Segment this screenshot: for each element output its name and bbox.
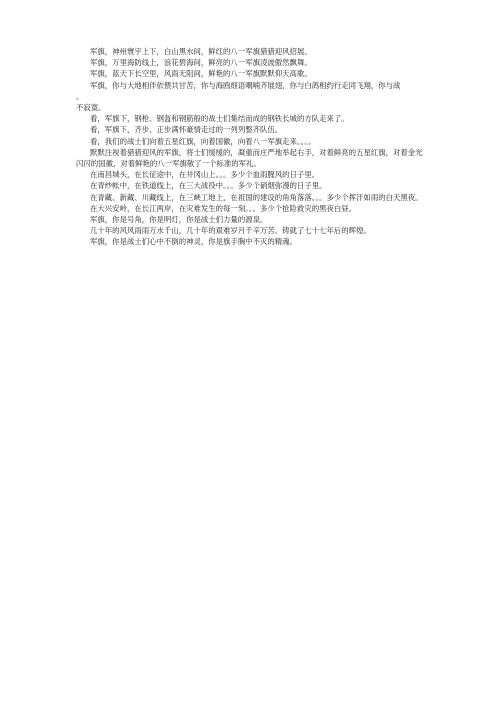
paragraph-5: 。 (76, 91, 84, 101)
paragraph-13: 在青藏、新藏、川藏线上，在三峡工地上，在祖国的建设的角角落落。。。多少个挥汗如雨的白天黑夜。 (90, 192, 423, 202)
paragraph-16: 几十年的风风雨雨万水千山，几十年的艰难岁月千辛万苦。铸就了七十七年后的辉煌。 (90, 226, 371, 236)
paragraph-10: 默默注视着猎猎迎风的军旗，将士们缓缓的，凝重而庄严地举起右手，对着鲜亮的五星红旗，对着金光闪闪的国徽，对着鲜艳的八一军旗敬了一个标准的军礼。 (76, 147, 423, 169)
paragraph-1: 军旗，神州寰宇上下，白山黑水间，鲜红的八一军旗猎猎迎风招展。 (90, 47, 312, 56)
paragraph-7: 看，军旗下，钢枪、钢盔和钢筋般的战士们集结而成的钢铁长城的方队走来了。 (90, 114, 349, 124)
paragraph-12: 在青纱帐中，在铁道线上，在三大战役中。。。多少个硝烟弥漫的日子里。 (90, 181, 327, 191)
paragraph-17: 军旗，你是战士们心中不倒的神灵，你是旗手胸中不灭的精魂。 (90, 237, 297, 247)
paragraph-2: 军旗，万里海防线上，浪花碧海间，鲜亮的八一军旗凌波傲然飘舞。 (90, 58, 312, 68)
document-page (76, 46, 424, 248)
paragraph-15: 军旗，你是号角，你是明灯，你是战士们力量的源泉。 (90, 215, 268, 225)
paragraph-4: 军旗，你与大地相伴依偎共甘苦，你与海鸥细语喁喃齐展翅，你与白鸽相约行走同飞翔，你与战 (90, 80, 401, 90)
paragraph-6: 不寂寞。 (76, 103, 106, 113)
paragraph-9: 看，我们的战士们向着五星红旗，向着国徽，向着八一军旗走来。。。。 (90, 136, 316, 146)
paragraph-8: 看，军旗下，齐步、正步满怀豪情走过的一列列整齐队伍。 (90, 125, 283, 135)
paragraph-11: 在南昌城头，在长征途中，在井冈山上。。。多少个血雨腥风的日子里。 (90, 170, 320, 180)
paragraph-3: 军旗，蓝天下长空里，风雨无阻间，鲜艳的八一军旗默默仰天高歌。 (90, 69, 312, 79)
paragraph-14: 在大兴安岭，在长江两岸，在灾难发生的每一刻。。。多少个抢险救灾的黑夜白昼。 (90, 203, 357, 213)
